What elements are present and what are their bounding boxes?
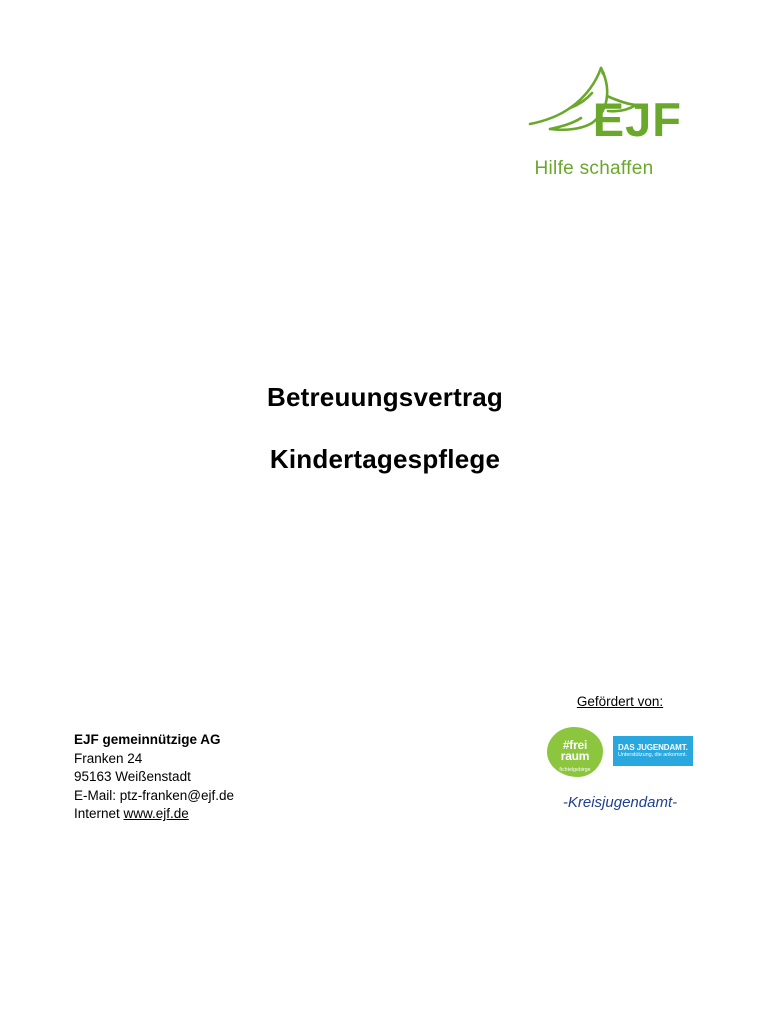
website-link[interactable]: www.ejf.de	[123, 806, 189, 821]
freiraum-line1: #frei	[562, 737, 588, 752]
funding-block	[520, 694, 720, 811]
funding-label: Gefördert von:	[576, 694, 664, 709]
funding-caption: -Kreisjugendamt-	[562, 794, 678, 811]
logo-wordmark: EJF	[592, 93, 682, 146]
internet-label: Internet	[74, 806, 124, 821]
address-street: Franken 24	[74, 750, 143, 766]
jugendamt-line2: Unterstützung, die ankommt.	[618, 752, 687, 758]
address-internet	[74, 805, 234, 824]
ejf-logo	[504, 48, 684, 180]
address-block	[74, 731, 234, 824]
page-title: Betreuungsvertrag	[266, 382, 504, 412]
logo-tagline: Hilfe schaffen	[534, 158, 654, 179]
jugendamt-line1: DAS JUGENDAMT.	[618, 743, 688, 752]
freiraum-logo	[547, 725, 603, 777]
funding-logos	[520, 725, 720, 777]
freiraum-subtext: fichtelgebirge	[559, 767, 591, 773]
address-email: E-Mail: ptz-franken@ejf.de	[74, 787, 235, 803]
freiraum-line2: raum	[560, 749, 590, 763]
page-subtitle: Kindertagespflege	[269, 444, 501, 474]
logo-mark	[504, 48, 684, 156]
address-city: 95163 Weißenstadt	[74, 769, 191, 784]
organization-name: EJF gemeinnützige AG	[74, 732, 221, 747]
jugendamt-logo	[613, 736, 693, 766]
